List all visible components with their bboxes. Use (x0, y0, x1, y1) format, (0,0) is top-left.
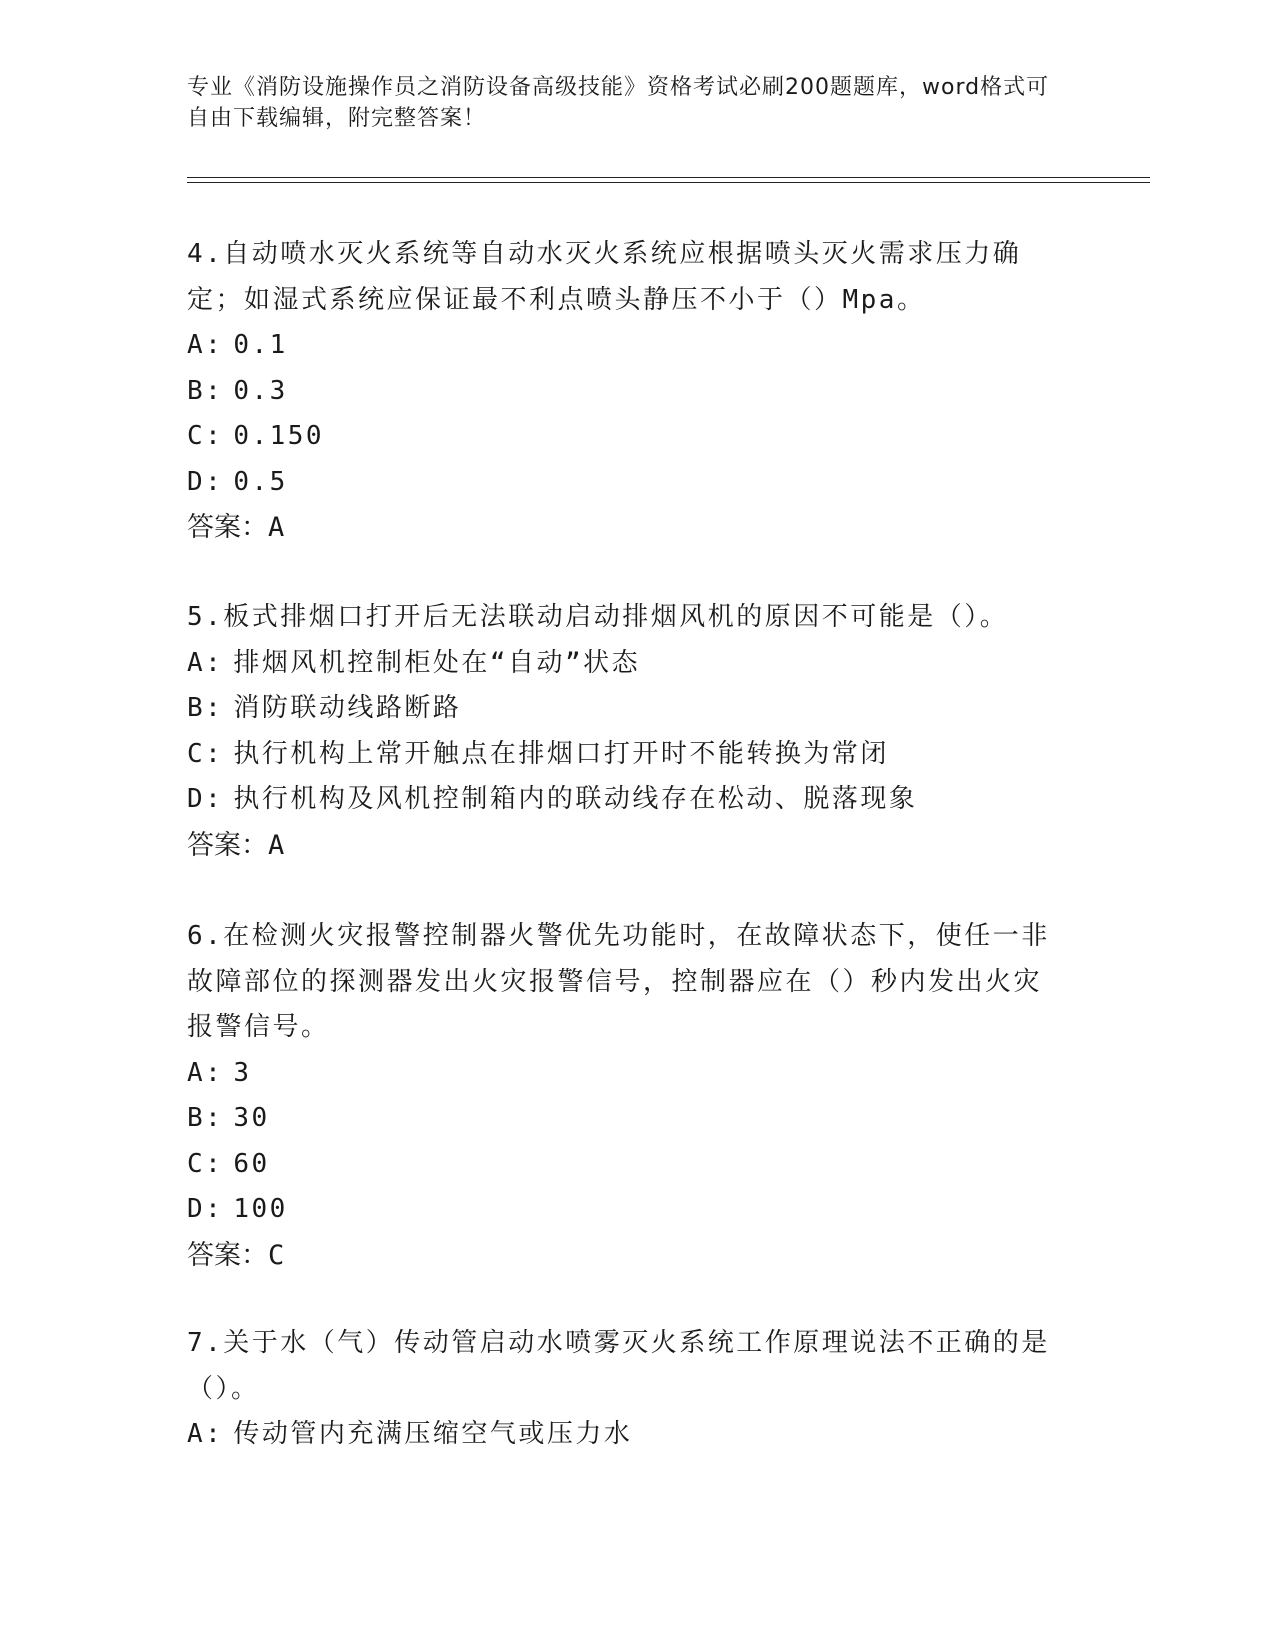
question-stem: 4.自动喷水灭火系统等自动水灭火系统应根据喷头灭火需求压力确定；如湿式系统应保证最不利点喷头静压不小于（）Mpa。 (187, 239, 1022, 315)
option-a (187, 1051, 1067, 1097)
option-text: 传动管内充满压缩空气或压力水 (233, 1419, 633, 1449)
option-b (187, 369, 1067, 415)
option-letter: B: (187, 375, 224, 406)
question-stem: 6.在检测火灾报警控制器火警优先功能时，在故障状态下，使任一非故障部位的探测器发出火灾报警信号，控制器应在（）秒内发出火灾报警信号。 (187, 921, 1050, 1042)
document-header: 专业《消防设施操作员之消防设备高级技能》资格考试必刷200题题库，word格式可自由下载编辑，附完整答案！ (187, 75, 1050, 131)
option-letter: D: (187, 784, 224, 814)
option-b (187, 686, 1067, 732)
option-c (187, 414, 1067, 460)
option-d (187, 777, 1067, 823)
question-5 (187, 595, 1067, 868)
answer-value: A (268, 512, 285, 543)
option-d (187, 460, 1067, 506)
option-a (187, 323, 1067, 369)
answer-label: 答案： (187, 829, 268, 861)
option-b (187, 1096, 1067, 1142)
option-letter: A: (187, 1419, 224, 1449)
option-text: 60 (233, 1148, 270, 1179)
option-text: 0.3 (233, 375, 288, 406)
option-a (187, 1412, 1067, 1458)
option-letter: C: (187, 421, 224, 451)
answer-label: 答案： (187, 1239, 268, 1271)
option-text: 排烟风机控制柜处在“自动”状态 (233, 647, 641, 678)
option-c (187, 732, 1067, 778)
option-text: 3 (233, 1057, 252, 1088)
answer-line (187, 1233, 1067, 1279)
answer-value: C (268, 1239, 285, 1271)
option-text: 100 (233, 1194, 288, 1224)
answer-line (187, 505, 1067, 551)
option-c (187, 1142, 1067, 1188)
option-text: 0.150 (233, 421, 325, 451)
answer-line (187, 823, 1067, 869)
option-text: 30 (233, 1103, 270, 1133)
answer-label: 答案： (187, 512, 268, 543)
header-divider-bottom (187, 182, 1150, 183)
option-letter: C: (187, 1148, 224, 1179)
option-letter: A: (187, 330, 224, 360)
question-7 (187, 1321, 1067, 1458)
option-letter: A: (187, 647, 224, 678)
option-letter: B: (187, 1103, 224, 1133)
option-letter: C: (187, 738, 224, 769)
option-text: 执行机构及风机控制箱内的联动线存在松动、脱落现象 (233, 784, 918, 814)
option-text: 消防联动线路断路 (233, 693, 462, 723)
question-4 (187, 232, 1067, 551)
header-divider-top (187, 177, 1150, 178)
option-a (187, 641, 1067, 687)
question-stem: 7.关于水（气）传动管启动水喷雾灭火系统工作原理说法不正确的是（）。 (187, 1328, 1050, 1404)
option-d (187, 1187, 1067, 1233)
answer-value: A (268, 829, 285, 861)
option-letter: B: (187, 693, 224, 723)
option-letter: D: (187, 1194, 224, 1224)
option-letter: A: (187, 1057, 224, 1088)
question-stem: 5.板式排烟口打开后无法联动启动排烟风机的原因不可能是（）。 (187, 602, 1009, 632)
option-text: 执行机构上常开触点在排烟口打开时不能转换为常闭 (233, 738, 889, 769)
option-letter: D: (187, 466, 224, 497)
option-text: 0.5 (233, 466, 288, 497)
option-text: 0.1 (233, 330, 288, 360)
question-6 (187, 914, 1067, 1278)
